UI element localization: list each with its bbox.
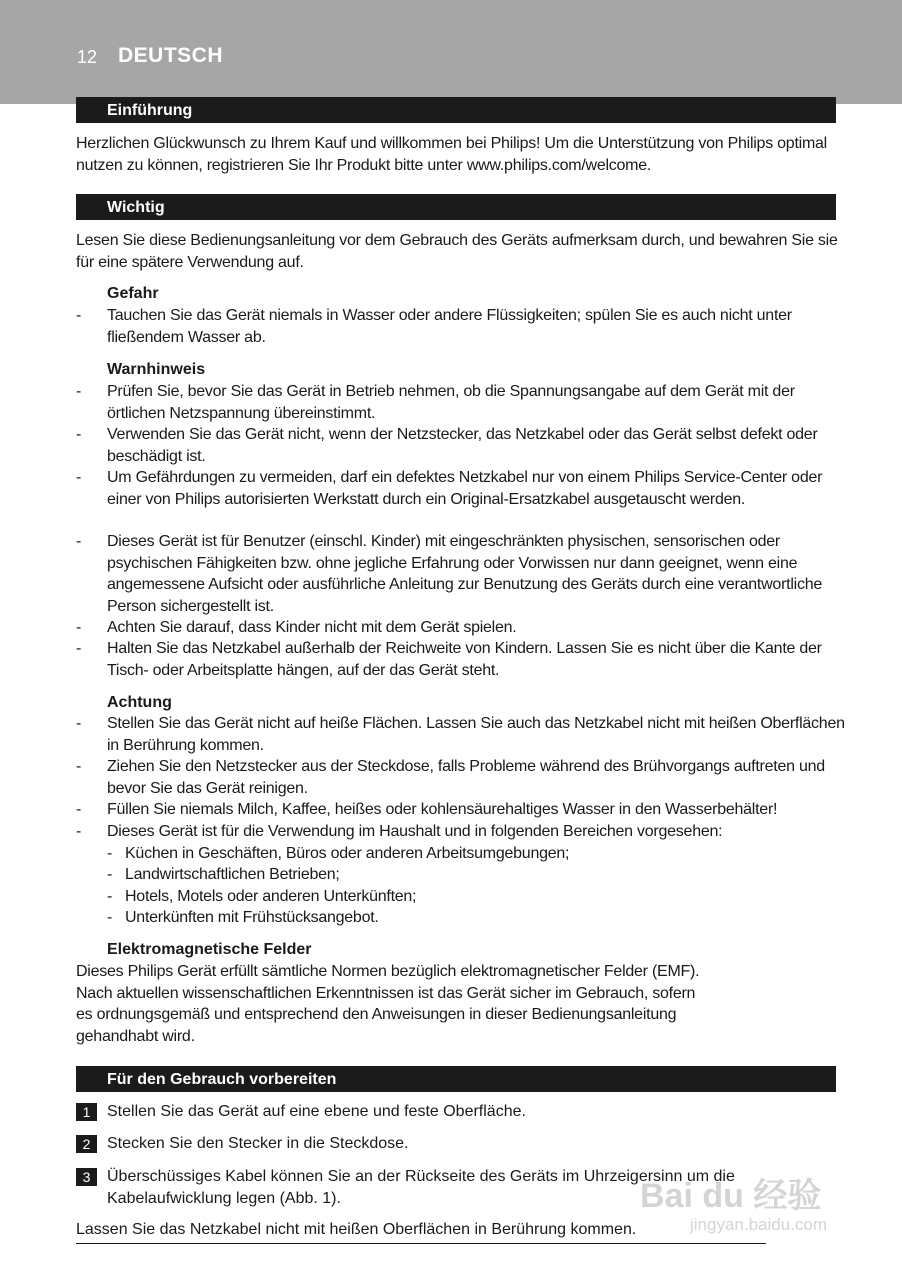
step-item: 3 Überschüssiges Kabel können Sie an der Rückseite des Geräts im Uhrzeigersinn um die Kabelaufwicklung legen (Abb. 1).	[76, 1166, 846, 1209]
watermark-url: jingyan.baidu.com	[690, 1215, 828, 1234]
page-number: 12	[77, 47, 98, 67]
prepare-note: Lassen Sie das Netzkabel nicht mit heißen Oberflächen in Berührung kommen.	[76, 1219, 766, 1244]
caution-heading: Achtung	[107, 694, 172, 711]
caution-item: - Füllen Sie niemals Milch, Kaffee, heißes oder kohlensäurehaltiges Wasser in den Wasserbehälter!	[76, 801, 778, 818]
step-item: 2 Stecken Sie den Stecker in die Steckdose.	[76, 1133, 846, 1155]
step-number: 3	[76, 1168, 97, 1186]
danger-item: - Tauchen Sie das Gerät niemals in Wasser oder andere Flüssigkeiten; spülen Sie es auch nicht unter fließendem Wasser ab.	[76, 307, 792, 346]
warning-heading: Warnhinweis	[107, 361, 206, 378]
caution-item: - Dieses Gerät ist für die Verwendung im Haushalt und in folgenden Bereichen vorgesehen:	[76, 823, 723, 840]
watermark-brand: Bai du 经验	[640, 1177, 822, 1215]
intro-paragraph: Herzlichen Glückwunsch zu Ihrem Kauf und willkommen bei Philips! Um die Unterstützung von Philips optimal nutzen zu können, registrieren Sie Ihr Produkt bitte unter www.philips.com/welcome.	[76, 135, 827, 174]
step-item: 1 Stellen Sie das Gerät auf eine ebene und feste Oberfläche.	[76, 1101, 846, 1123]
caution-subitem: - Unterkünften mit Frühstücksangebot.	[107, 909, 379, 926]
danger-heading: Gefahr	[107, 285, 159, 302]
emf-line: gehandhabt wird.	[76, 1028, 195, 1045]
emf-line: Dieses Philips Gerät erfüllt sämtliche Normen bezüglich elektromagnetischer Felder (EMF).	[76, 963, 700, 980]
caution-subitem: - Küchen in Geschäften, Büros oder anderen Arbeitsumgebungen;	[107, 845, 570, 862]
warning-item: - Achten Sie darauf, dass Kinder nicht mit dem Gerät spielen.	[76, 619, 517, 636]
section-heading-intro: Einführung	[76, 97, 836, 123]
emf-heading: Elektromagnetische Felder	[107, 941, 312, 958]
caution-item: - Ziehen Sie den Netzstecker aus der Steckdose, falls Probleme während des Brühvorgangs auftreten und bevor Sie das Gerät reinigen.	[76, 758, 825, 797]
caution-subitem: - Hotels, Motels oder anderen Unterkünften;	[107, 888, 417, 905]
caution-item: - Stellen Sie das Gerät nicht auf heiße Flächen. Lassen Sie auch das Netzkabel nicht mit heißen Oberflächen in Berührung kommen.	[76, 715, 845, 754]
emf-line: Nach aktuellen wissenschaftlichen Erkenntnissen ist das Gerät sicher im Gebrauch, sofern	[76, 985, 696, 1002]
warning-item: - Halten Sie das Netzkabel außerhalb der Reichweite von Kindern. Lassen Sie es nicht über die Kante der Tisch- oder Arbeitsplatte hängen, auf der das Gerät steht.	[76, 640, 822, 679]
section-heading-important: Wichtig	[76, 194, 836, 220]
warning-item: - Verwenden Sie das Gerät nicht, wenn der Netzstecker, das Netzkabel oder das Gerät selbst defekt oder beschädigt ist.	[76, 426, 818, 465]
section-heading-prepare: Für den Gebrauch vorbereiten	[76, 1066, 836, 1092]
step-number: 2	[76, 1135, 97, 1153]
language-title: DEUTSCH	[118, 44, 224, 67]
important-paragraph: Lesen Sie diese Bedienungsanleitung vor dem Gebrauch des Geräts aufmerksam durch, und bewahren Sie sie für eine spätere Verwendung auf.	[76, 232, 838, 271]
emf-line: es ordnungsgemäß und entsprechend den Anweisungen in dieser Bedienungsanleitung	[76, 1006, 677, 1023]
step-number: 1	[76, 1103, 97, 1121]
warning-item: - Dieses Gerät ist für Benutzer (einschl. Kinder) mit eingeschränkten physischen, sensorischen oder psychischen Fähigkeiten bzw. ohne jegliche Erfahrung oder Vorwissen nur dann geeignet, wenn eine angemessene Aufsicht oder ausführliche Anleitung zur Benutzung des Geräts durch eine verantwortliche Person sichergestellt ist.	[76, 533, 822, 615]
warning-item: - Prüfen Sie, bevor Sie das Gerät in Betrieb nehmen, ob die Spannungsangabe auf dem Gerät mit der örtlichen Netzspannung übereinstimmt.	[76, 383, 795, 422]
warning-item: - Um Gefährdungen zu vermeiden, darf ein defektes Netzkabel nur von einem Philips Service-Center oder einer von Philips autorisierten Werkstatt durch ein Original-Ersatzkabel ausgetauscht werden.	[76, 469, 823, 508]
caution-subitem: - Landwirtschaftlichen Betrieben;	[107, 866, 340, 883]
